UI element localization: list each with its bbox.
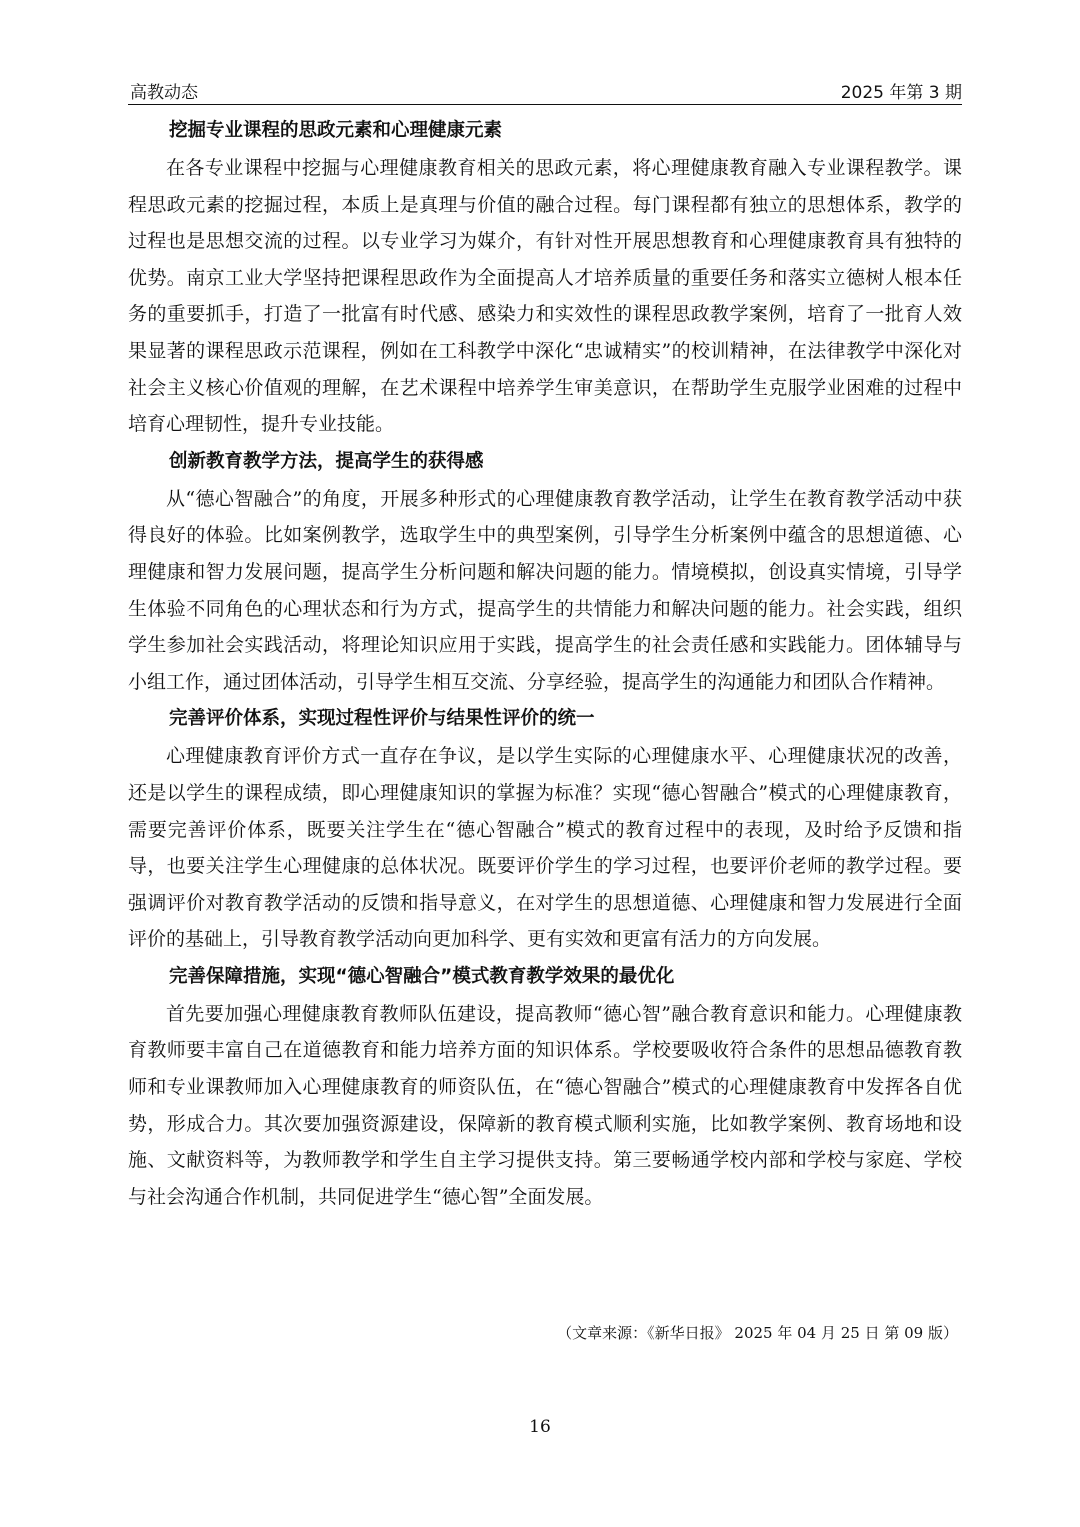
issue-label: 2025 年第 3 期 xyxy=(840,83,962,103)
section-paragraph-4: 首先要加强心理健康教育教师队伍建设，提高教师“德心智”融合教育意识和能力。心理健康教育教师要丰富自己在道德教育和能力培养方面的知识体系。学校要吸收符合条件的思想品德教育教师和专业课教师加入心理健康教育的师资队伍，在“德心智融合”模式的心理健康教育中发挥各自优势，形成合力。其次要加强资源建设，保障新的教育模式顺利实施，比如教学案例、教育场地和设施、文献资料等，为教师教学和学生自主学习提供支持。第三要畅通学校内部和学校与家庭、学校与社会沟通合作机制，共同促进学生“德心智”全面发展。 xyxy=(128,1002,962,1208)
section-heading-4: 完善保障措施，实现“德心智融合”模式教育教学效果的最优化 xyxy=(169,965,675,987)
section-paragraph-2: 从“德心智融合”的角度，开展多种形式的心理健康教育教学活动，让学生在教育教学活动中获得良好的体验。比如案例教学，选取学生中的典型案例，引导学生分析案例中蕴含的思想道德、心理健康和智力发展问题，提高学生分析问题和解决问题的能力。情境模拟，创设真实情境，引导学生体验不同角色的心理状态和行为方式，提高学生的共情能力和解决问题的能力。社会实践，组织学生参加社会实践活动，将理论知识应用于实践，提高学生的社会责任感和实践能力。团体辅导与小组工作，通过团体活动，引导学生相互交流、分享经验，提高学生的沟通能力和团队合作精神。 xyxy=(128,487,962,693)
page-number: 16 xyxy=(529,1417,551,1437)
section-heading-2: 创新教育教学方法，提高学生的获得感 xyxy=(169,450,484,472)
article-body xyxy=(128,112,962,1215)
journal-name: 高教动态 xyxy=(130,83,198,103)
section-paragraph-3: 心理健康教育评价方式一直存在争议，是以学生实际的心理健康水平、心理健康状况的改善，还是以学生的课程成绩，即心理健康知识的掌握为标准？实现“德心智融合”模式的心理健康教育，需要完善评价体系，既要关注学生在“德心智融合”模式的教育过程中的表现，及时给予反馈和指导，也要关注学生心理健康的总体状况。既要评价学生的学习过程，也要评价老师的教学过程。要强调评价对教育教学活动的反馈和指导意义，在对学生的思想道德、心理健康和智力发展进行全面评价的基础上，引导教育教学活动向更加科学、更有实效和更富有活力的方向发展。 xyxy=(128,745,962,951)
section-heading-1: 挖掘专业课程的思政元素和心理健康元素 xyxy=(169,120,503,141)
section-paragraph-1: 在各专业课程中挖掘与心理健康教育相关的思政元素，将心理健康教育融入专业课程教学。课程思政元素的挖掘过程，本质上是真理与价值的融合过程。每门课程都有独立的思想体系，教学的过程也是思想交流的过程。以专业学习为媒介，有针对性开展思想教育和心理健康教育具有独特的优势。南京工业大学坚持把课程思政作为全面提高人才培养质量的重要任务和落实立德树人根本任务的重要抓手，打造了一批富有时代感、感染力和实效性的课程思政教学案例，培育了一批育人效果显著的课程思政示范课程，例如在工科教学中深化“忠诚精实”的校训精神，在法律教学中深化对社会主义核心价值观的理解，在艺术课程中培养学生审美意识，在帮助学生克服学业困难的过程中培育心理韧性，提升专业技能。 xyxy=(128,157,962,436)
article-source: （文章来源：《新华日报》 2025 年 04 月 25 日 第 09 版） xyxy=(557,1324,958,1342)
page-header xyxy=(128,78,962,105)
section-heading-3: 完善评价体系，实现过程性评价与结果性评价的统一 xyxy=(169,708,595,730)
